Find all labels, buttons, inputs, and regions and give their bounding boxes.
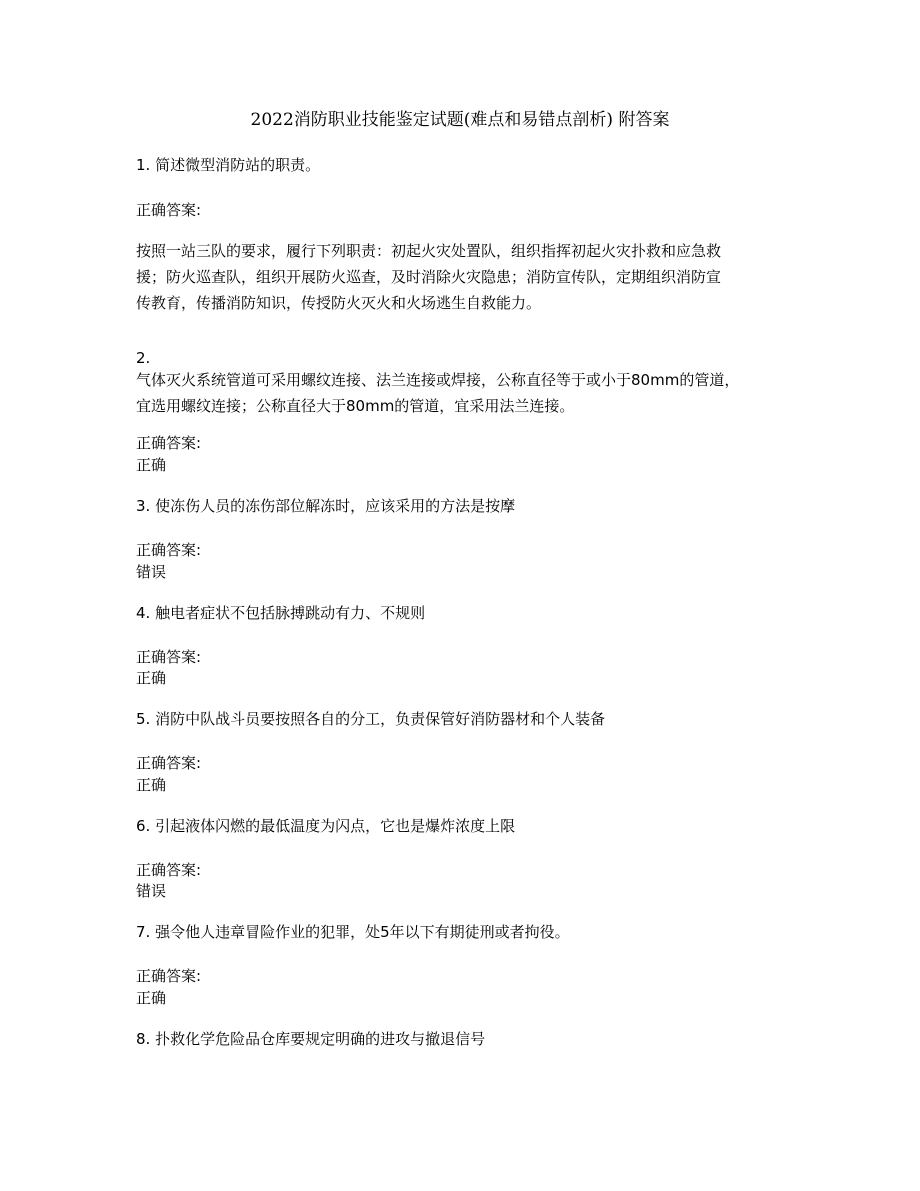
question-6-text: 6. 引起液体闪燃的最低温度为闪点，它也是爆炸浓度上限 bbox=[136, 817, 516, 835]
answer-line: 援；防火巡查队，组织开展防火巡查，及时消除火灾隐患；消防宣传队，定期组织消防宣 bbox=[136, 268, 722, 286]
question-8-text: 8. 扑救化学危险品仓库要规定明确的进攻与撤退信号 bbox=[136, 1030, 486, 1048]
question-4-text: 4. 触电者症状不包括脉搏跳动有力、不规则 bbox=[136, 604, 426, 622]
question-3-answer-label: 正确答案: bbox=[136, 541, 202, 559]
question-7-answer: 正确 bbox=[136, 989, 167, 1007]
question-4-answer-label: 正确答案: bbox=[136, 648, 202, 666]
question-1-answer-label: 正确答案: bbox=[136, 201, 202, 219]
question-line: 宜选用螺纹连接；公称直径大于80mm的管道，宜采用法兰连接。 bbox=[136, 397, 575, 415]
question-1-text: 1. 简述微型消防站的职责。 bbox=[136, 156, 321, 174]
question-2-answer-label: 正确答案: bbox=[136, 434, 202, 452]
answer-line: 按照一站三队的要求，履行下列职责：初起火灾处置队，组织指挥初起火灾扑救和应急救 bbox=[136, 242, 722, 260]
question-1-answer bbox=[136, 238, 786, 316]
question-5-answer: 正确 bbox=[136, 776, 167, 794]
question-2-text bbox=[136, 367, 786, 419]
answer-line: 传教育，传播消防知识，传授防火灭火和火场逃生自救能力。 bbox=[136, 294, 542, 312]
question-3-text: 3. 使冻伤人员的冻伤部位解冻时，应该采用的方法是按摩 bbox=[136, 497, 516, 515]
question-6-answer: 错误 bbox=[136, 882, 167, 900]
question-7-text: 7. 强令他人违章冒险作业的犯罪，处5年以下有期徒刑或者拘役。 bbox=[136, 923, 570, 941]
question-3-answer: 错误 bbox=[136, 563, 167, 581]
question-2-number: 2. bbox=[136, 349, 151, 367]
document-title: 2022消防职业技能鉴定试题(难点和易错点剖析) 附答案 bbox=[250, 110, 670, 130]
question-5-text: 5. 消防中队战斗员要按照各自的分工，负责保管好消防器材和个人装备 bbox=[136, 710, 606, 728]
question-7-answer-label: 正确答案: bbox=[136, 967, 202, 985]
question-line: 气体灭火系统管道可采用螺纹连接、法兰连接或焊接，公称直径等于或小于80mm的管道， bbox=[136, 371, 740, 389]
question-4-answer: 正确 bbox=[136, 669, 167, 687]
question-2-answer: 正确 bbox=[136, 456, 167, 474]
question-5-answer-label: 正确答案: bbox=[136, 754, 202, 772]
question-6-answer-label: 正确答案: bbox=[136, 861, 202, 879]
